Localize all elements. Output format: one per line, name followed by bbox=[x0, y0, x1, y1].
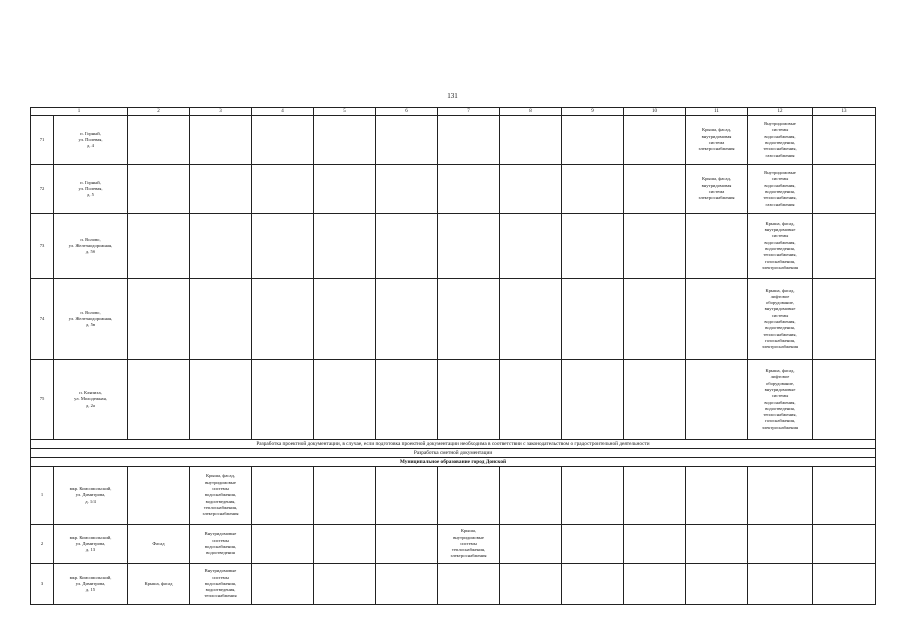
cell-col-13 bbox=[813, 116, 876, 165]
table-row bbox=[31, 360, 876, 440]
cell-col-5 bbox=[314, 279, 376, 360]
row-number: 73 bbox=[31, 214, 54, 279]
cell-col-13 bbox=[813, 467, 876, 525]
cell-col-2 bbox=[128, 279, 190, 360]
table-row bbox=[31, 165, 876, 214]
row-address: мкр. Комсомольский, ул. Димитрова, д. 15 bbox=[54, 564, 128, 605]
cell-col-4 bbox=[252, 214, 314, 279]
cell-col-3: Внутридомовые системы водоснабжения, водоотведения, теплоснабжения bbox=[190, 564, 252, 605]
cell-col-5 bbox=[314, 165, 376, 214]
cell-col-3 bbox=[190, 214, 252, 279]
cell-col-8 bbox=[500, 279, 562, 360]
row-number: 2 bbox=[31, 525, 54, 564]
cell-col-11: Крыша, фасад, внутридомовая система электроснабжения bbox=[686, 165, 748, 214]
header-cell-3: 3 bbox=[190, 108, 252, 116]
cell-col-7 bbox=[438, 467, 500, 525]
cell-col-8 bbox=[500, 116, 562, 165]
cell-col-10 bbox=[624, 279, 686, 360]
header-cell-13: 13 bbox=[813, 108, 876, 116]
cell-col-13 bbox=[813, 360, 876, 440]
header-cell-5: 5 bbox=[314, 108, 376, 116]
cell-col-12: Крыша, фасад, внутридомовые системы водоснабжения, водоотведения, теплоснабжения, газоснабжения, электроснабжения bbox=[748, 214, 813, 279]
header-cell-12: 12 bbox=[748, 108, 813, 116]
cell-col-12: Крыша, фасад, лифтовое оборудование, внутридомовые системы водоснабжения, водоотведения, теплоснабжения, газоснабжения, электроснабжения bbox=[748, 360, 813, 440]
cell-col-6 bbox=[376, 525, 438, 564]
table-row bbox=[31, 564, 876, 605]
cell-col-10 bbox=[624, 360, 686, 440]
cell-col-5 bbox=[314, 360, 376, 440]
cell-col-7: Крыша, внутридомовые системы теплоснабжения, электроснабжения bbox=[438, 525, 500, 564]
cell-col-11 bbox=[686, 360, 748, 440]
cell-col-8 bbox=[500, 564, 562, 605]
cell-col-12: Внутридомовые системы водоснабжения, водоотведения, теплоснабжения, газоснабжения bbox=[748, 116, 813, 165]
header-cell-2: 2 bbox=[128, 108, 190, 116]
cell-col-8 bbox=[500, 525, 562, 564]
cell-col-2 bbox=[128, 165, 190, 214]
row-number: 1 bbox=[31, 467, 54, 525]
header-cell-4: 4 bbox=[252, 108, 314, 116]
cell-col-11 bbox=[686, 525, 748, 564]
cell-col-7 bbox=[438, 360, 500, 440]
cell-col-3: Крыша, фасад, внутридомовые системы водоснабжения, водоотведения, теплоснабжения, электроснабжения bbox=[190, 467, 252, 525]
repair-schedule-table bbox=[30, 107, 876, 605]
cell-col-4 bbox=[252, 116, 314, 165]
cell-col-3 bbox=[190, 360, 252, 440]
cell-col-12: Внутридомовые системы водоснабжения, водоотведения, теплоснабжения, газоснабжения bbox=[748, 165, 813, 214]
header-cell-6: 6 bbox=[376, 108, 438, 116]
cell-col-9 bbox=[562, 116, 624, 165]
header-row bbox=[31, 108, 876, 116]
cell-col-11 bbox=[686, 467, 748, 525]
section-title: Разработка проектной документации, в случае, если подготовка проектной документации необходима в соответствии с законодательством о градостроительной деятельности bbox=[31, 440, 876, 449]
cell-col-6 bbox=[376, 279, 438, 360]
cell-col-5 bbox=[314, 116, 376, 165]
cell-col-11 bbox=[686, 214, 748, 279]
cell-col-9 bbox=[562, 467, 624, 525]
header-cell-8: 8 bbox=[500, 108, 562, 116]
cell-col-2 bbox=[128, 116, 190, 165]
table-row bbox=[31, 279, 876, 360]
header-cell-11: 11 bbox=[686, 108, 748, 116]
cell-col-11 bbox=[686, 279, 748, 360]
cell-col-10 bbox=[624, 214, 686, 279]
table-row bbox=[31, 214, 876, 279]
cell-col-4 bbox=[252, 279, 314, 360]
section-title: Разработка сметной документации bbox=[31, 449, 876, 458]
cell-col-6 bbox=[376, 467, 438, 525]
cell-col-7 bbox=[438, 564, 500, 605]
cell-col-11 bbox=[686, 564, 748, 605]
cell-col-4 bbox=[252, 165, 314, 214]
row-number: 3 bbox=[31, 564, 54, 605]
row-number: 75 bbox=[31, 360, 54, 440]
cell-col-7 bbox=[438, 279, 500, 360]
page-number: 131 bbox=[447, 92, 458, 100]
cell-col-13 bbox=[813, 564, 876, 605]
table-row bbox=[31, 467, 876, 525]
cell-col-2: Крыша, фасад bbox=[128, 564, 190, 605]
cell-col-12 bbox=[748, 564, 813, 605]
cell-col-4 bbox=[252, 360, 314, 440]
cell-col-12: Крыша, фасад, лифтовое оборудование, внутридомовые системы водоснабжения, водоотведения, теплоснабжения, газоснабжения, электроснабжения bbox=[748, 279, 813, 360]
cell-col-7 bbox=[438, 116, 500, 165]
cell-col-10 bbox=[624, 564, 686, 605]
section-band-estimate bbox=[31, 449, 876, 458]
cell-col-8 bbox=[500, 360, 562, 440]
cell-col-3 bbox=[190, 116, 252, 165]
section-title: Муниципальное образование город Донской bbox=[31, 458, 876, 467]
cell-col-6 bbox=[376, 564, 438, 605]
cell-col-5 bbox=[314, 467, 376, 525]
cell-col-6 bbox=[376, 360, 438, 440]
cell-col-5 bbox=[314, 525, 376, 564]
cell-col-6 bbox=[376, 116, 438, 165]
cell-col-7 bbox=[438, 165, 500, 214]
cell-col-9 bbox=[562, 525, 624, 564]
cell-col-4 bbox=[252, 467, 314, 525]
cell-col-13 bbox=[813, 165, 876, 214]
cell-col-8 bbox=[500, 467, 562, 525]
cell-col-10 bbox=[624, 467, 686, 525]
header-cell-7: 7 bbox=[438, 108, 500, 116]
header-cell-1: 1 bbox=[31, 108, 128, 116]
cell-col-9 bbox=[562, 360, 624, 440]
row-address: мкр. Комсомольский, ул. Димитрова, д. 1/4 bbox=[54, 467, 128, 525]
cell-col-10 bbox=[624, 116, 686, 165]
row-address: мкр. Комсомольский, ул. Димитрова, д. 13 bbox=[54, 525, 128, 564]
cell-col-2 bbox=[128, 360, 190, 440]
cell-col-2 bbox=[128, 214, 190, 279]
cell-col-2 bbox=[128, 467, 190, 525]
cell-col-5 bbox=[314, 564, 376, 605]
cell-col-9 bbox=[562, 564, 624, 605]
cell-col-11: Крыша, фасад, внутридомовая система электроснабжения bbox=[686, 116, 748, 165]
cell-col-9 bbox=[562, 165, 624, 214]
cell-col-7 bbox=[438, 214, 500, 279]
cell-col-8 bbox=[500, 165, 562, 214]
cell-col-9 bbox=[562, 279, 624, 360]
cell-col-3 bbox=[190, 165, 252, 214]
cell-col-6 bbox=[376, 165, 438, 214]
section-band-design bbox=[31, 440, 876, 449]
row-address: п. Горный, ул. Полевая, д. 4 bbox=[54, 116, 128, 165]
row-address: п. Горный, ул. Полевая, д. 5 bbox=[54, 165, 128, 214]
cell-col-10 bbox=[624, 525, 686, 564]
cell-col-5 bbox=[314, 214, 376, 279]
table-row bbox=[31, 525, 876, 564]
cell-col-6 bbox=[376, 214, 438, 279]
cell-col-2: Фасад bbox=[128, 525, 190, 564]
cell-col-13 bbox=[813, 214, 876, 279]
cell-col-4 bbox=[252, 564, 314, 605]
row-number: 74 bbox=[31, 279, 54, 360]
cell-col-8 bbox=[500, 214, 562, 279]
row-address: п. Волово, ул. Железнодорожная, д. 5в bbox=[54, 279, 128, 360]
cell-col-12 bbox=[748, 525, 813, 564]
header-cell-9: 9 bbox=[562, 108, 624, 116]
table-row bbox=[31, 116, 876, 165]
cell-col-4 bbox=[252, 525, 314, 564]
cell-col-12 bbox=[748, 467, 813, 525]
section-band-municipality bbox=[31, 458, 876, 467]
row-address: п. Волово, ул. Железнодорожная, д. 5б bbox=[54, 214, 128, 279]
cell-col-13 bbox=[813, 525, 876, 564]
cell-col-13 bbox=[813, 279, 876, 360]
row-number: 71 bbox=[31, 116, 54, 165]
row-address: п. Кляпиха, ул. Молодежная, д. 2а bbox=[54, 360, 128, 440]
cell-col-3 bbox=[190, 279, 252, 360]
row-number: 72 bbox=[31, 165, 54, 214]
header-cell-10: 10 bbox=[624, 108, 686, 116]
cell-col-10 bbox=[624, 165, 686, 214]
cell-col-9 bbox=[562, 214, 624, 279]
cell-col-3: Внутридомовые системы водоснабжения, водоотведения bbox=[190, 525, 252, 564]
